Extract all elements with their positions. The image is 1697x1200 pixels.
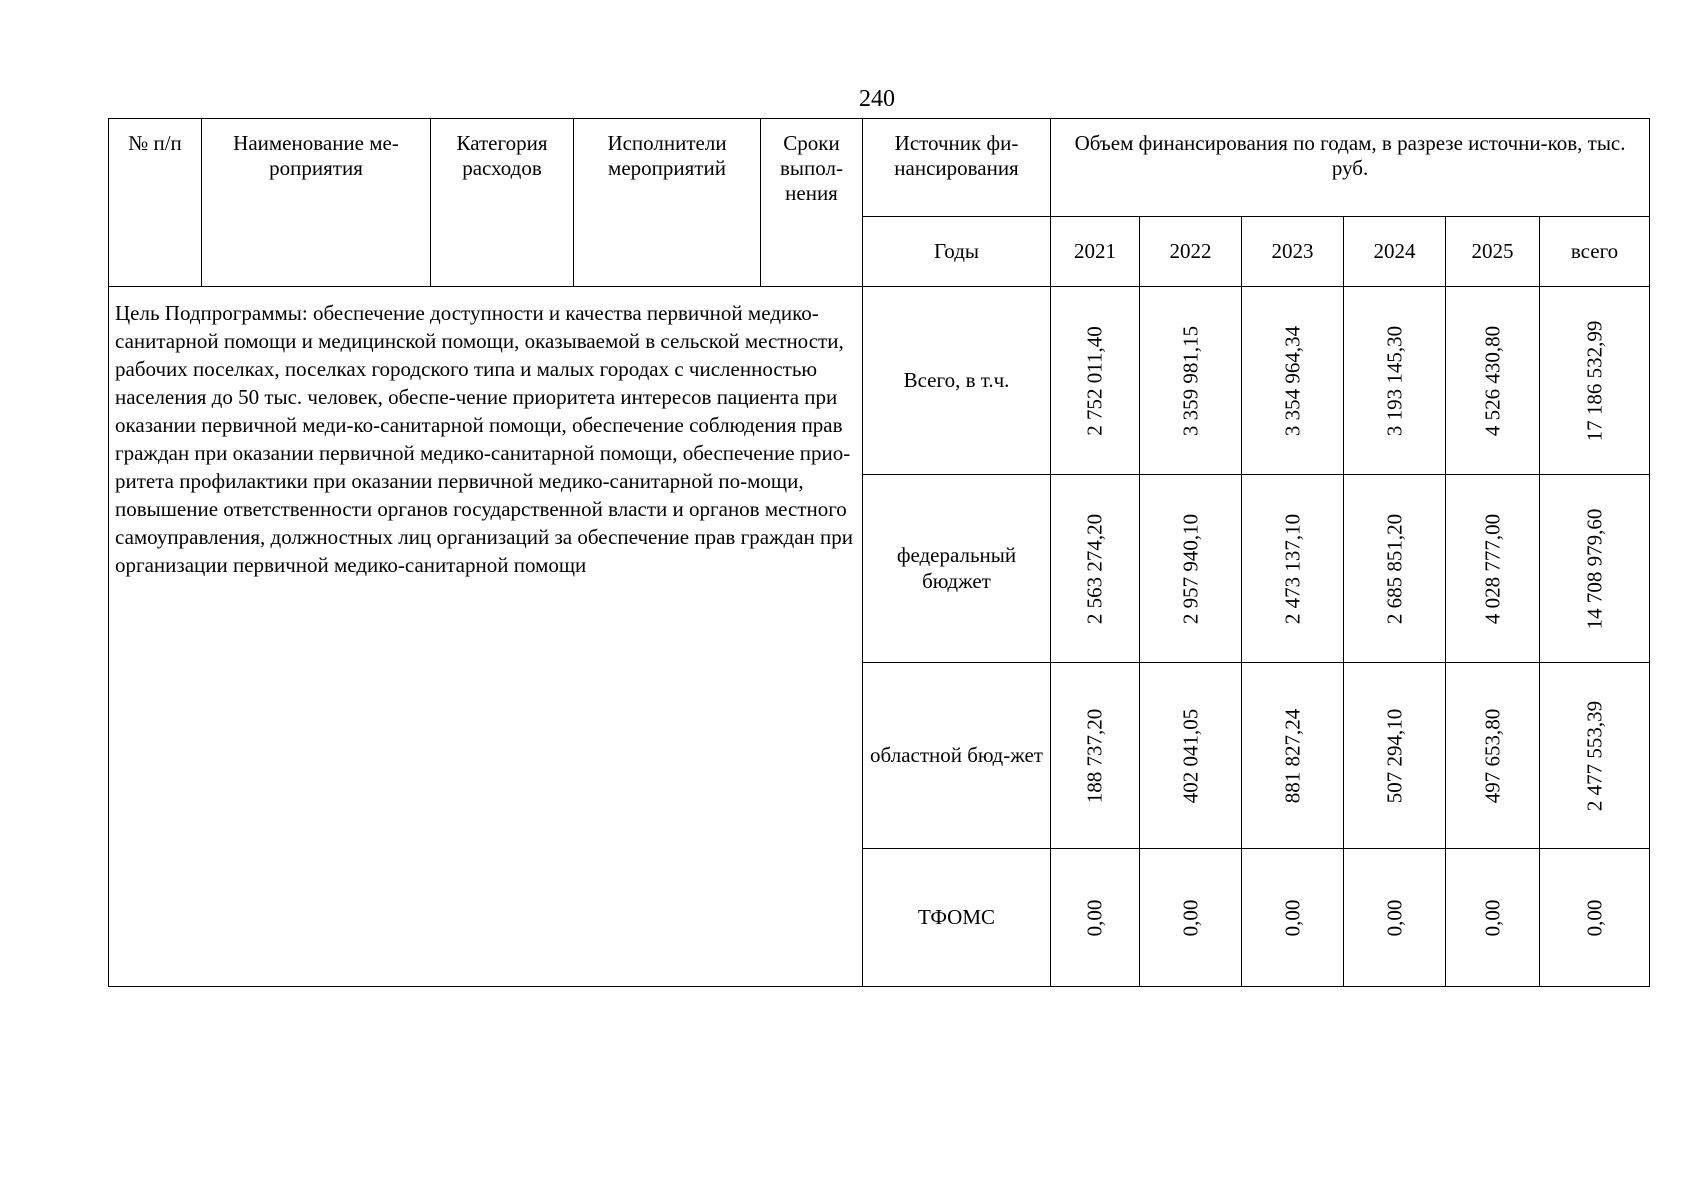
value-cell: 0,00: [1446, 849, 1540, 987]
source-cell: федеральный бюджет: [863, 475, 1051, 663]
value-cell: 2 752 011,40: [1051, 287, 1140, 475]
value-cell: 0,00: [1051, 849, 1140, 987]
value-cell: 2 473 137,10: [1242, 475, 1344, 663]
year-cell: 2022: [1140, 217, 1242, 287]
year-cell: 2023: [1242, 217, 1344, 287]
value-cell: 497 653,80: [1446, 663, 1540, 849]
funding-table: [108, 118, 1650, 987]
value-cell: 2 685 851,20: [1344, 475, 1446, 663]
header-num: № п/п: [109, 119, 202, 287]
header-row: [109, 119, 1650, 217]
value-cell: 188 737,20: [1051, 663, 1140, 849]
value-cell: 881 827,24: [1242, 663, 1344, 849]
value-cell: 4 526 430,80: [1446, 287, 1540, 475]
value-cell: 4 028 777,00: [1446, 475, 1540, 663]
value-cell: 0,00: [1540, 849, 1650, 987]
data-row-total: [109, 287, 1650, 475]
value-cell: 402 041,05: [1140, 663, 1242, 849]
value-cell: 17 186 532,99: [1540, 287, 1650, 475]
year-cell: 2025: [1446, 217, 1540, 287]
year-cell: 2021: [1051, 217, 1140, 287]
value-cell: 0,00: [1242, 849, 1344, 987]
value-cell: 3 359 981,15: [1140, 287, 1242, 475]
header-category: Категория расходов: [431, 119, 574, 287]
value-cell: 14 708 979,60: [1540, 475, 1650, 663]
value-cell: 2 477 553,39: [1540, 663, 1650, 849]
header-terms: Сроки выпол-нения: [761, 119, 863, 287]
header-name: Наименование ме-роприятия: [202, 119, 431, 287]
value-cell: 2 563 274,20: [1051, 475, 1140, 663]
header-executors: Исполнители мероприятий: [574, 119, 761, 287]
header-source: Источник фи-нансирования: [863, 119, 1051, 217]
value-cell: 507 294,10: [1344, 663, 1446, 849]
page-number: 240: [859, 86, 895, 112]
header-funding: Объем финансирования по годам, в разрезе источни-ков, тыс. руб.: [1051, 119, 1650, 217]
years-label: Годы: [863, 217, 1051, 287]
value-cell: 3 193 145,30: [1344, 287, 1446, 475]
year-total-cell: всего: [1540, 217, 1650, 287]
goal-text: Цель Подпрограммы: обеспечение доступности и качества первичной медико-санитарной помощи и медицинской помощи, оказываемой в сельской местности, рабочих поселках, поселках городского типа и малых городах с численностью населения до 50 тыс. человек, обеспе-чение приоритета интересов пациента при оказании первичной меди-ко-санитарной помощи, обеспечение соблюдения прав граждан при оказании первичной медико-санитарной помощи, обеспечение прио-ритета профилактики при оказании первичной медико-санитарной по-мощи, повышение ответственности органов государственной власти и органов местного самоуправления, должностных лиц организаций за обеспечение прав граждан при организации первичной медико-санитарной помощи: [109, 287, 863, 987]
value-cell: 0,00: [1140, 849, 1242, 987]
value-cell: 2 957 940,10: [1140, 475, 1242, 663]
source-cell: Всего, в т.ч.: [863, 287, 1051, 475]
value-cell: 0,00: [1344, 849, 1446, 987]
year-cell: 2024: [1344, 217, 1446, 287]
source-cell: ТФОМС: [863, 849, 1051, 987]
value-cell: 3 354 964,34: [1242, 287, 1344, 475]
source-cell: областной бюд-жет: [863, 663, 1051, 849]
